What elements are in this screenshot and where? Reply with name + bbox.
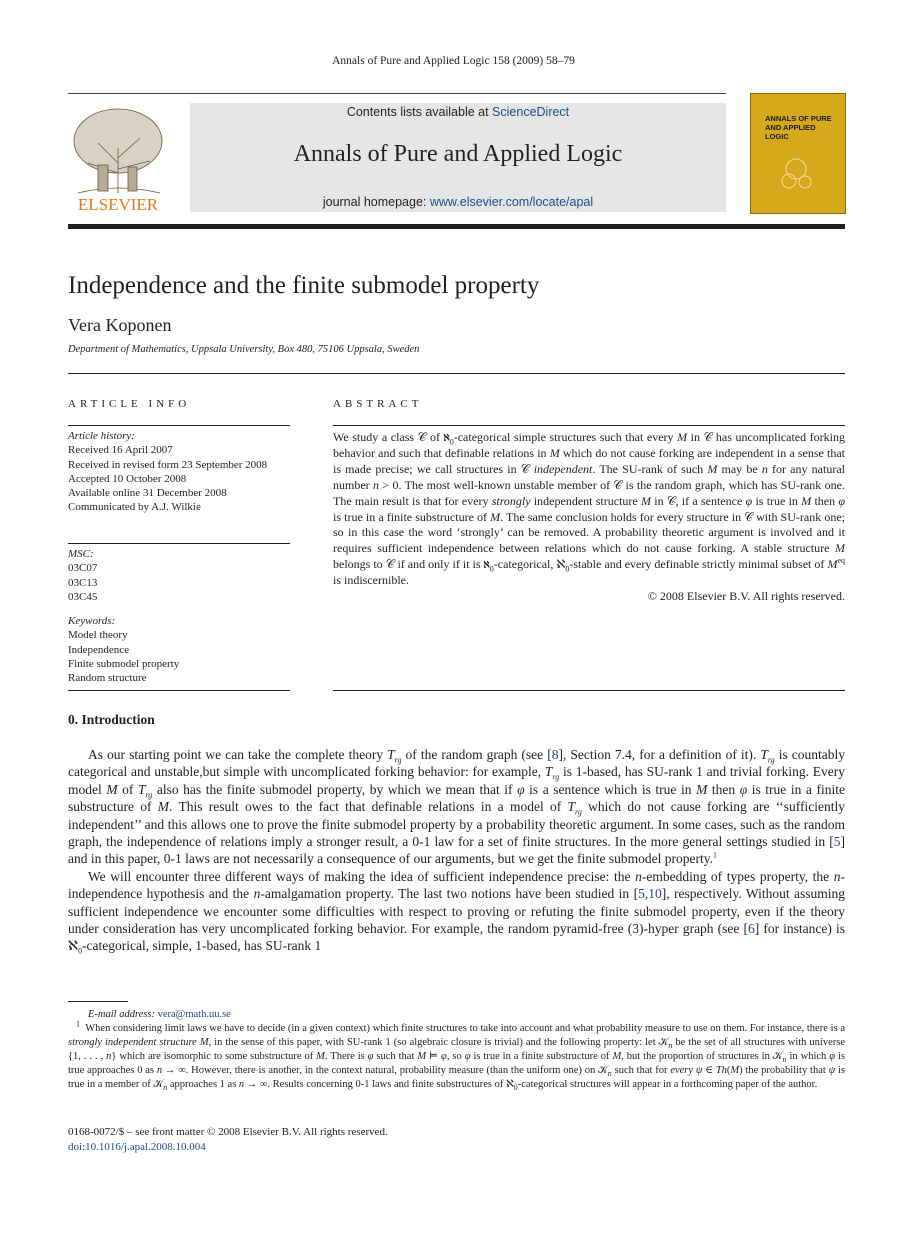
footnote-rule — [68, 1001, 128, 1002]
intro-body — [68, 746, 845, 955]
homepage-line — [190, 195, 726, 209]
article-info-rule — [68, 425, 290, 426]
doi-text[interactable]: doi:10.1016/j.apal.2008.10.004 — [68, 1141, 206, 1153]
history-rule — [68, 543, 290, 544]
msc-code: 03C45 — [68, 590, 98, 603]
keywords-label: Keywords: — [68, 615, 116, 627]
doi-link[interactable] — [68, 1140, 206, 1155]
copyright-line: © 2008 Elsevier B.V. All rights reserved. — [647, 589, 845, 604]
journal-title: Annals of Pure and Applied Logic — [293, 141, 623, 167]
cover-title: ANNALS OF PURE AND APPLIED LOGIC — [765, 114, 832, 141]
history-label: Article history: — [68, 430, 135, 442]
history-item: Communicated by A.J. Wilkie — [68, 501, 201, 514]
front-matter-line: 0168-0072/$ – see front matter © 2008 Elsevier B.V. All rights reserved. — [68, 1126, 388, 1138]
running-head: Annals of Pure and Applied Logic 158 (2009) 58–79 — [332, 55, 575, 67]
email-label: E-mail address: — [88, 1009, 155, 1020]
journal-cover — [750, 93, 846, 214]
history-item: Accepted 10 October 2008 — [68, 472, 187, 485]
abstract-heading: ABSTRACT — [333, 398, 423, 410]
footnotes — [68, 1008, 845, 1093]
publisher-wordmark: ELSEVIER — [77, 195, 159, 213]
abstract-bottom-rule — [333, 690, 845, 691]
elsevier-logo — [68, 103, 168, 213]
elsevier-tree-icon — [68, 103, 168, 213]
footnote-1: $^1$ When considering limit laws we have to decide (in a given context) which finite structures to take into account and what probability measure to use on them. For instance, there is a strongly independent structure M, in the sense of this paper, with SU-rank 1 (so algebraic closure is trivial) and the following property: let 𝒦$_n$ be the set of all structures with universe {1, . . . , n} which are isomorphic to some substructure of M. There is φ such that M ⊨ φ, so φ is true in a finite substructure of M, but the proportion of structures in 𝒦$_n$ in which φ is true approaches 0 as n → ∞. However, there is another, in the context natural, probability measure (than the uniform one) on 𝒦$_n$ such that for every ψ ∈ Th(M) the probability that ψ is true in a member of 𝒦$_n$ approaches 1 as n → ∞. Results concerning 0-1 laws and finite substructures of ℵ$_0$-categorical structures will appear in a forthcoming paper of the author. — [68, 1019, 845, 1093]
abstract-text: We study a class 𝒞 of ℵ$_0$-categorical simple structures such that every M in 𝒞 has uncomplicated forking behavior and such that definable relations in M which do not cause forking are independent in a sense that is made precise; we call structures in 𝒞 independent. The SU-rank of such M may be n for any natural number n > 0. The most well-known unstable member of 𝒞 is the random graph, which has SU-rank one. The main result is that for every strongly independent structure M in 𝒞, if a sentence φ is true in M then φ is true in a finite substructure of M. The same conclusion holds for every structure in 𝒞 with SU-rank one; so in this case the word ‘strongly’ can be removed. A probability theoretic argument is involved and it requires sufficient independence between relations which do not cause forking. A stable structure M belongs to 𝒞 if and only if it is ℵ$_0$-categorical, ℵ$_0$-stable and every definable strictly minimal subset of $M^{eq}$ is indiscernible. © 2008 Elsevier B.V. All rights reserved. — [333, 430, 846, 604]
article-history — [68, 429, 290, 515]
contents-line — [190, 105, 726, 119]
keyword: Finite submodel property — [68, 657, 180, 670]
keyword: Random structure — [68, 672, 147, 685]
contents-prefix: Contents lists available at — [346, 105, 493, 119]
article-info-heading: ARTICLE INFO — [68, 398, 191, 410]
journal-banner — [190, 103, 726, 212]
msc-code: 03C13 — [68, 576, 98, 589]
intro-paragraph: We will encounter three different ways of making the idea of sufficient independence precise: the n-embedding of types property, the n-independence hypothesis and the n-amalgamation property. The last two notions have been studied in [5,10], respectively. Without assuming sufficient independence we encounter some difficulties with respect to proving or refuting the finite submodel property, even if the theory under consideration has very uncomplicated forking behavior. For example, the random pyramid-free (3)-hyper graph (see [6] for instance) is ℵ$_0$-categorical, simple, 1-based, has SU-rank 1 — [68, 868, 845, 957]
article-info-bottom-rule — [68, 690, 290, 691]
msc-label: MSC: — [68, 548, 94, 560]
header-thick-rule — [68, 224, 845, 229]
msc-block — [68, 547, 290, 604]
history-item: Received 16 April 2007 — [68, 444, 173, 457]
author-name: Vera Koponen — [68, 315, 172, 335]
title-rule — [68, 373, 845, 374]
keyword: Independence — [68, 643, 130, 656]
homepage-prefix: journal homepage: — [322, 195, 430, 209]
homepage-link[interactable]: www.elsevier.com/locate/apal — [429, 195, 594, 209]
intro-paragraph: As our starting point we can take the complete theory $T_{rg}$ of the random graph (see [8], Section 7.4, for a definition of it). $T_{rg}$ is countably categorical and unstable,but simple with uncomplicated forking behavior: for example, $T_{rg}$ is 1-based, has SU-rank 1 and trivial forking. Every model M of $T_{rg}$ also has the finite submodel property, by which we mean that if φ is a sentence which is true in M then φ is true in a finite substructure of M. This result owes to the fact that definable relations in a model of $T_{rg}$ which do not cause forking are ‘‘sufficiently independent’’ and this allows one to prove the finite submodel property by a probability theoretic argument. In some cases, such as the random graph, the independence of relations imply a stronger result, a 0-1 law for a set of finite structures. In the more general settings studied in [5] and in this paper, 0-1 laws are not necessarily a consequence of our arguments, but we get the finite submodel property.$^1$ — [68, 747, 845, 867]
affiliation: Department of Mathematics, Uppsala University, Box 480, 75106 Uppsala, Sweden — [68, 344, 420, 355]
header-rule — [68, 93, 726, 94]
abstract-rule — [333, 425, 845, 426]
msc-code: 03C07 — [68, 562, 98, 575]
keywords-block — [68, 614, 290, 685]
email-link[interactable]: vera@math.uu.se — [157, 1009, 231, 1020]
section-heading-introduction: 0. Introduction — [68, 712, 155, 727]
history-item: Received in revised form 23 September 2008 — [68, 458, 268, 471]
history-item: Available online 31 December 2008 — [68, 487, 227, 500]
sciencedirect-link[interactable]: ScienceDirect — [492, 105, 570, 119]
article-title: Independence and the finite submodel property — [68, 272, 540, 299]
email-footnote — [68, 1008, 845, 1022]
keyword: Model theory — [68, 629, 128, 642]
cover-ornament-icon — [771, 149, 821, 199]
